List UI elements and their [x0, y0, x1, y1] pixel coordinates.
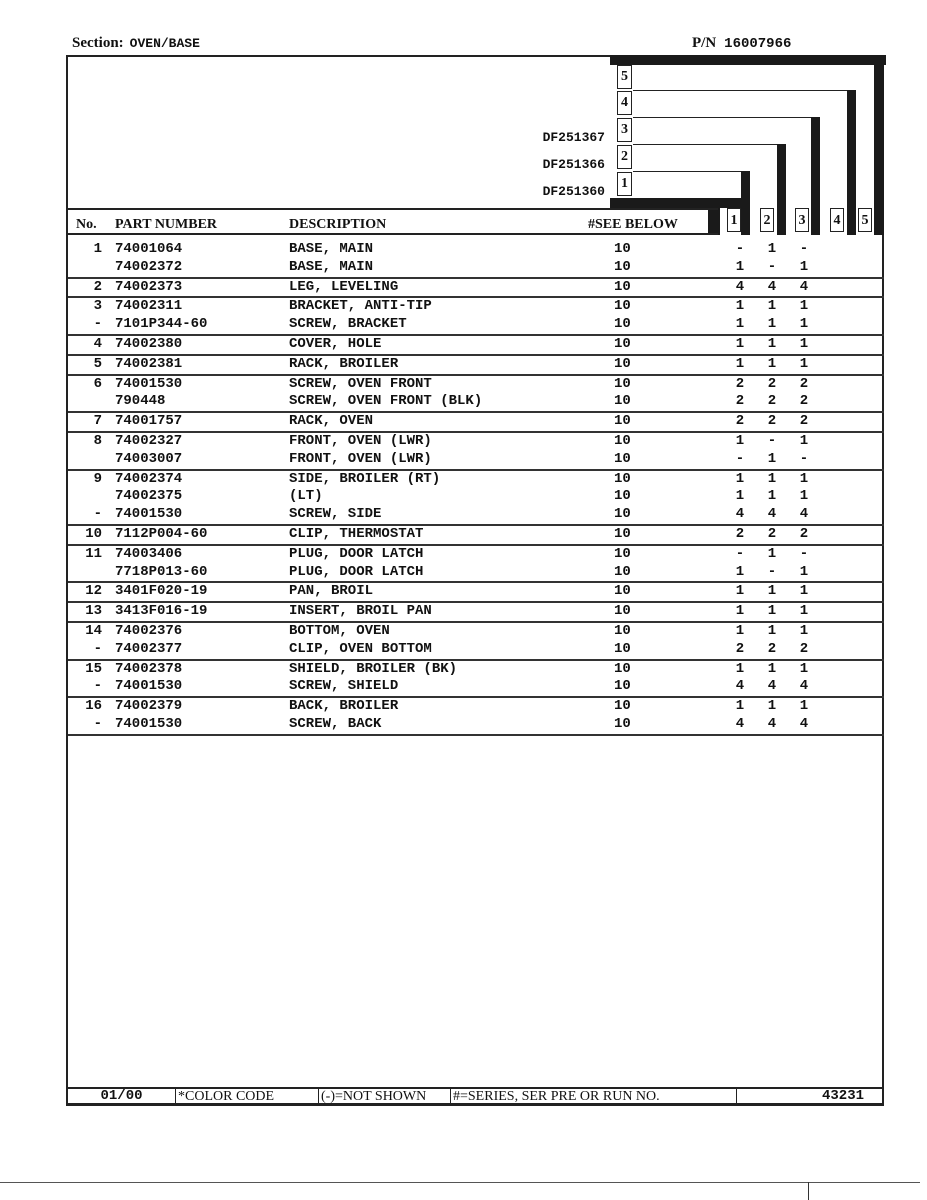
model-index-3: 3 — [617, 118, 632, 142]
cell-qty-3: 4 — [799, 506, 809, 523]
cell-qty-1: 1 — [735, 563, 745, 580]
cell-part: 74002372 — [115, 258, 183, 275]
cell-qty-2: 1 — [767, 488, 777, 505]
table-row — [68, 376, 884, 394]
cell-no: - — [93, 506, 102, 523]
cell-series: 10 — [614, 545, 631, 562]
cell-desc: FRONT, OVEN (LWR) — [289, 450, 432, 467]
cell-desc: SCREW, SIDE — [289, 506, 382, 523]
cell-no: 11 — [85, 545, 102, 562]
cell-desc: SCREW, SHIELD — [289, 678, 399, 695]
col-header-description: DESCRIPTION — [289, 217, 387, 232]
cell-desc: BACK, BROILER — [289, 698, 399, 715]
cell-qty-2: 1 — [767, 603, 777, 620]
column-header-row — [68, 208, 718, 235]
cell-part: 74001530 — [115, 715, 183, 732]
cell-qty-1: 1 — [735, 335, 745, 352]
cell-series: 10 — [614, 241, 631, 257]
cell-series: 10 — [614, 316, 631, 333]
table-row — [68, 526, 884, 546]
cell-no: 14 — [85, 622, 102, 639]
cell-qty-1: - — [735, 450, 745, 467]
cell-no: 12 — [85, 583, 102, 600]
table-row — [68, 641, 884, 661]
col-header-part-number: PART NUMBER — [115, 217, 218, 232]
cell-qty-1: 1 — [735, 298, 745, 315]
cell-desc: PLUG, DOOR LATCH — [289, 563, 424, 580]
cell-series: 10 — [614, 413, 631, 430]
stair-line-1 — [633, 171, 750, 172]
cell-qty-3: 1 — [799, 603, 809, 620]
cell-series: 10 — [614, 355, 631, 372]
cell-qty-3: 1 — [799, 335, 809, 352]
table-row — [68, 298, 884, 316]
pn-value: 16007966 — [724, 36, 792, 52]
col-header-series: #SEE BELOW — [588, 217, 678, 232]
cell-no: - — [93, 640, 102, 657]
cell-qty-2: 4 — [767, 715, 777, 732]
cell-series: 10 — [614, 583, 631, 600]
table-row — [68, 393, 884, 413]
cell-series: 10 — [614, 450, 631, 467]
cell-qty-2: 1 — [767, 470, 777, 487]
cell-series: 10 — [614, 622, 631, 639]
cell-desc: BOTTOM, OVEN — [289, 622, 390, 639]
cell-qty-3: 1 — [799, 432, 809, 449]
cell-desc: SHIELD, BROILER (BK) — [289, 660, 458, 677]
stair-bar-5 — [874, 55, 884, 235]
cell-qty-2: 1 — [767, 545, 777, 562]
cell-desc: SCREW, OVEN FRONT (BLK) — [289, 393, 483, 410]
stair-bar-3 — [811, 117, 820, 235]
cell-part: 3401F020-19 — [115, 583, 208, 600]
cell-part: 74002375 — [115, 488, 183, 505]
table-row — [68, 279, 884, 299]
cell-no: 6 — [93, 375, 102, 392]
cell-qty-3: 4 — [799, 678, 809, 695]
cell-series: 10 — [614, 470, 631, 487]
cell-qty-3: 1 — [799, 583, 809, 600]
cell-desc: PAN, BROIL — [289, 583, 374, 600]
table-row — [68, 583, 884, 603]
cell-part: 74002380 — [115, 335, 183, 352]
cell-series: 10 — [614, 678, 631, 695]
part-number-label — [692, 35, 791, 52]
cell-qty-1: 1 — [735, 660, 745, 677]
cell-qty-1: 1 — [735, 622, 745, 639]
stair-bar-top — [610, 55, 886, 65]
cell-series: 10 — [614, 258, 631, 275]
cell-no: 7 — [93, 413, 102, 430]
table-row — [68, 698, 884, 716]
cell-qty-1: 4 — [735, 506, 745, 523]
cell-qty-1: 1 — [735, 355, 745, 372]
cell-qty-2: 1 — [767, 335, 777, 352]
cell-part: 74003007 — [115, 450, 183, 467]
cell-qty-1: 2 — [735, 413, 745, 430]
stair-bar-4 — [847, 90, 856, 235]
cell-qty-3: 1 — [799, 488, 809, 505]
table-row — [68, 336, 884, 356]
footer-not-shown: (-)=NOT SHOWN — [319, 1089, 451, 1104]
cell-series: 10 — [614, 563, 631, 580]
cell-desc: (LT) — [289, 488, 323, 505]
footer-series-note: #=SERIES, SER PRE OR RUN NO. — [451, 1089, 737, 1104]
cell-qty-3: - — [799, 545, 809, 562]
cell-qty-1: 2 — [735, 393, 745, 410]
cell-series: 10 — [614, 488, 631, 505]
cell-qty-1: 4 — [735, 278, 745, 295]
cell-part: 7112P004-60 — [115, 525, 208, 542]
cell-desc: FRONT, OVEN (LWR) — [289, 432, 432, 449]
cell-qty-1: 1 — [735, 316, 745, 333]
cell-qty-1: 1 — [735, 583, 745, 600]
table-row — [68, 451, 884, 471]
cell-series: 10 — [614, 432, 631, 449]
cell-part: 74001530 — [115, 375, 183, 392]
cell-series: 10 — [614, 506, 631, 523]
cell-series: 10 — [614, 278, 631, 295]
cell-qty-2: 2 — [767, 393, 777, 410]
cell-desc: BASE, MAIN — [289, 258, 374, 275]
cell-qty-2: 1 — [767, 622, 777, 639]
cell-part: 74002327 — [115, 432, 183, 449]
cell-qty-1: 2 — [735, 640, 745, 657]
cell-qty-1: 1 — [735, 258, 745, 275]
cell-qty-1: 4 — [735, 715, 745, 732]
cell-part: 74001530 — [115, 506, 183, 523]
cell-desc: RACK, BROILER — [289, 355, 399, 372]
qty-col-header-4: 4 — [830, 208, 844, 232]
table-row — [68, 564, 884, 584]
cell-part: 7718P013-60 — [115, 563, 208, 580]
cell-qty-2: 1 — [767, 316, 777, 333]
cell-series: 10 — [614, 660, 631, 677]
qty-col-header-3: 3 — [795, 208, 809, 232]
stair-bar-2 — [777, 144, 786, 235]
cell-no: 3 — [93, 298, 102, 315]
cell-no: 1 — [93, 241, 102, 257]
stair-line-3 — [633, 117, 820, 118]
table-row — [68, 661, 884, 679]
model-number-3: DF251367 — [542, 130, 605, 145]
cell-qty-3: 2 — [799, 525, 809, 542]
cell-part: 74002311 — [115, 298, 183, 315]
cell-no: - — [93, 316, 102, 333]
stair-line-4 — [633, 90, 855, 91]
cell-qty-3: 1 — [799, 563, 809, 580]
cell-series: 10 — [614, 603, 631, 620]
cell-part: 7101P344-60 — [115, 316, 208, 333]
table-row — [68, 603, 884, 623]
cell-part: 74002381 — [115, 355, 183, 372]
cell-qty-2: 1 — [767, 660, 777, 677]
cell-part: 74002379 — [115, 698, 183, 715]
cell-part: 74002376 — [115, 622, 183, 639]
model-index-1: 1 — [617, 172, 632, 196]
cell-desc: BRACKET, ANTI-TIP — [289, 298, 432, 315]
cell-qty-2: 2 — [767, 525, 777, 542]
cell-qty-2: 1 — [767, 298, 777, 315]
cell-no: 10 — [85, 525, 102, 542]
cell-qty-3: 1 — [799, 316, 809, 333]
cell-no: 2 — [93, 278, 102, 295]
cell-qty-1: - — [735, 545, 745, 562]
model-number-2: DF251366 — [542, 157, 605, 172]
cell-qty-1: 4 — [735, 678, 745, 695]
cell-no: 15 — [85, 660, 102, 677]
cell-part: 790448 — [115, 393, 166, 410]
section-value: OVEN/BASE — [129, 36, 200, 51]
cell-qty-2: 1 — [767, 241, 777, 257]
cell-desc: COVER, HOLE — [289, 335, 382, 352]
table-row — [68, 471, 884, 489]
table-row — [68, 413, 884, 433]
cell-desc: CLIP, OVEN BOTTOM — [289, 640, 432, 657]
cell-part: 74001757 — [115, 413, 183, 430]
footer-color-code: *COLOR CODE — [176, 1089, 319, 1104]
qty-col-header-1: 1 — [727, 208, 741, 232]
footer-doc-number: 43231 — [821, 1088, 864, 1104]
table-row — [68, 356, 884, 376]
cell-no: 13 — [85, 603, 102, 620]
cell-no: 8 — [93, 432, 102, 449]
cell-qty-1: 1 — [735, 432, 745, 449]
cell-qty-2: 1 — [767, 698, 777, 715]
table-row — [68, 716, 884, 736]
table-row — [68, 433, 884, 451]
cell-qty-1: 1 — [735, 470, 745, 487]
cell-part: 74001064 — [115, 241, 183, 257]
qty-col-header-2: 2 — [760, 208, 774, 232]
table-row — [68, 241, 884, 259]
cell-no: 16 — [85, 698, 102, 715]
cell-desc: SIDE, BROILER (RT) — [289, 470, 441, 487]
cell-desc: CLIP, THERMOSTAT — [289, 525, 424, 542]
cell-qty-1: 2 — [735, 375, 745, 392]
cell-part: 3413F016-19 — [115, 603, 208, 620]
page-bottom-rule — [0, 1182, 920, 1183]
cell-series: 10 — [614, 715, 631, 732]
cell-series: 10 — [614, 393, 631, 410]
section-label — [72, 35, 200, 52]
cell-desc: RACK, OVEN — [289, 413, 374, 430]
table-row — [68, 259, 884, 279]
cell-qty-1: - — [735, 241, 745, 257]
cell-qty-3: 2 — [799, 640, 809, 657]
table-row — [68, 316, 884, 336]
cell-no: 4 — [93, 335, 102, 352]
cell-qty-2: 2 — [767, 375, 777, 392]
qty-col-header-5: 5 — [858, 208, 872, 232]
cell-desc: SCREW, BRACKET — [289, 316, 407, 333]
cell-no: - — [93, 678, 102, 695]
cell-series: 10 — [614, 640, 631, 657]
cell-qty-2: - — [767, 258, 777, 275]
cell-qty-1: 1 — [735, 603, 745, 620]
col-header-no: No. — [76, 217, 97, 232]
cell-qty-2: 1 — [767, 355, 777, 372]
cell-series: 10 — [614, 375, 631, 392]
cell-qty-2: 1 — [767, 450, 777, 467]
cell-series: 10 — [614, 335, 631, 352]
cell-qty-3: 1 — [799, 622, 809, 639]
cell-qty-2: - — [767, 432, 777, 449]
cell-no: 9 — [93, 470, 102, 487]
cell-qty-3: 2 — [799, 393, 809, 410]
cell-no: - — [93, 715, 102, 732]
model-index-2: 2 — [617, 145, 632, 169]
cell-qty-2: - — [767, 563, 777, 580]
cell-desc: SCREW, BACK — [289, 715, 382, 732]
cell-qty-1: 1 — [735, 698, 745, 715]
page-bottom-tick — [808, 1182, 809, 1200]
table-row — [68, 546, 884, 564]
cell-part: 74002373 — [115, 278, 183, 295]
cell-qty-3: - — [799, 241, 809, 257]
cell-qty-1: 1 — [735, 488, 745, 505]
cell-qty-2: 4 — [767, 278, 777, 295]
cell-desc: LEG, LEVELING — [289, 278, 399, 295]
stair-line-2 — [633, 144, 786, 145]
cell-qty-2: 2 — [767, 640, 777, 657]
cell-series: 10 — [614, 698, 631, 715]
cell-qty-3: - — [799, 450, 809, 467]
cell-qty-1: 2 — [735, 525, 745, 542]
cell-series: 10 — [614, 525, 631, 542]
cell-qty-3: 1 — [799, 660, 809, 677]
footer-date: 01/00 — [68, 1089, 176, 1104]
section-label-text: Section: — [72, 35, 124, 51]
cell-part: 74002374 — [115, 470, 183, 487]
table-row — [68, 678, 884, 698]
table-row — [68, 488, 884, 506]
cell-qty-3: 4 — [799, 278, 809, 295]
footer-bar — [66, 1087, 884, 1106]
cell-qty-2: 4 — [767, 506, 777, 523]
stair-bar-bottom — [610, 198, 750, 208]
cell-qty-3: 2 — [799, 413, 809, 430]
cell-desc: BASE, MAIN — [289, 241, 374, 257]
model-number-1: DF251360 — [542, 184, 605, 199]
cell-qty-3: 1 — [799, 470, 809, 487]
table-row — [68, 506, 884, 526]
cell-qty-3: 2 — [799, 375, 809, 392]
model-index-4: 4 — [617, 91, 632, 115]
cell-qty-3: 4 — [799, 715, 809, 732]
cell-part: 74001530 — [115, 678, 183, 695]
cell-qty-3: 1 — [799, 698, 809, 715]
cell-qty-2: 1 — [767, 583, 777, 600]
cell-qty-3: 1 — [799, 298, 809, 315]
cell-part: 74002378 — [115, 660, 183, 677]
cell-part: 74002377 — [115, 640, 183, 657]
cell-desc: SCREW, OVEN FRONT — [289, 375, 432, 392]
cell-series: 10 — [614, 298, 631, 315]
cell-part: 74003406 — [115, 545, 183, 562]
cell-no: 5 — [93, 355, 102, 372]
pn-label-text: P/N — [692, 35, 717, 51]
cell-desc: INSERT, BROIL PAN — [289, 603, 432, 620]
cell-qty-3: 1 — [799, 355, 809, 372]
table-row — [68, 623, 884, 641]
cell-desc: PLUG, DOOR LATCH — [289, 545, 424, 562]
model-index-5: 5 — [617, 65, 632, 89]
cell-qty-3: 1 — [799, 258, 809, 275]
cell-qty-2: 4 — [767, 678, 777, 695]
parts-table-body — [68, 241, 884, 736]
cell-qty-2: 2 — [767, 413, 777, 430]
